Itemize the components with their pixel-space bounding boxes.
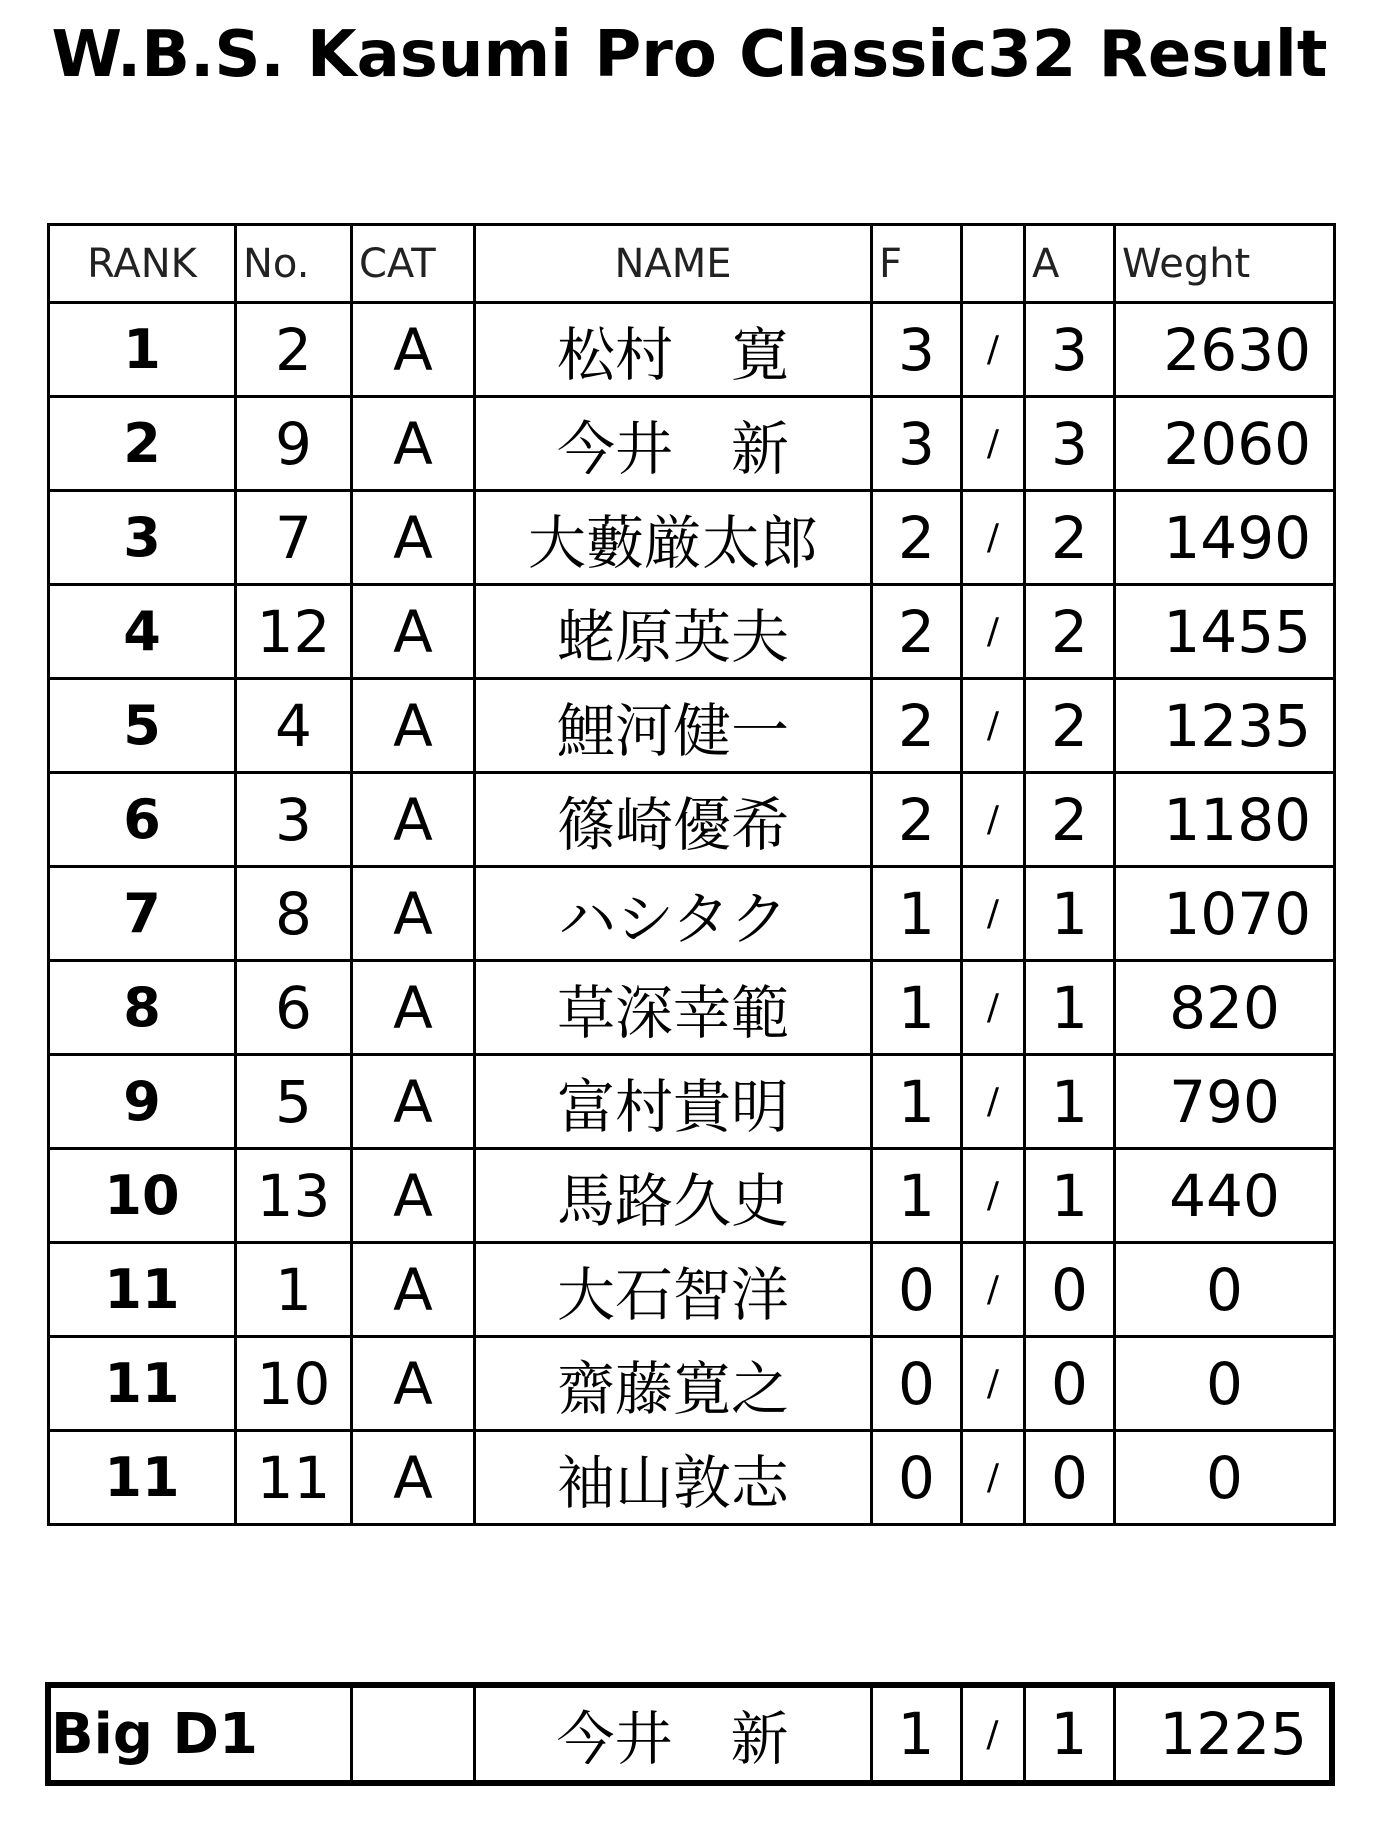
page-title: W.B.S. Kasumi Pro Classic32 Result [51, 18, 1328, 92]
cell-name: 大石智洋 [475, 1243, 872, 1337]
cell-alive-count: 0 [1025, 1243, 1115, 1337]
table-row [49, 585, 1335, 679]
cell-cat: A [352, 1149, 475, 1243]
cell-weight: 2630 [1115, 303, 1335, 397]
cell-no: 5 [236, 1055, 352, 1149]
big-fish-empty-cell [351, 1685, 474, 1783]
cell-alive-count: 3 [1025, 397, 1115, 491]
cell-cat: A [352, 491, 475, 585]
cell-no: 7 [236, 491, 352, 585]
cell-fish-count: 2 [872, 491, 962, 585]
cell-alive-count: 1 [1025, 961, 1115, 1055]
table-row [49, 1243, 1335, 1337]
cell-name: 袖山敦志 [475, 1431, 872, 1525]
cell-rank: 5 [49, 679, 236, 773]
big-fish-weight: 1225 [1114, 1685, 1332, 1783]
cell-weight: 0 [1115, 1243, 1335, 1337]
cell-no: 11 [236, 1431, 352, 1525]
cell-alive-count: 2 [1025, 491, 1115, 585]
cell-rank: 11 [49, 1431, 236, 1525]
header-name: NAME [475, 225, 872, 303]
cell-weight: 790 [1115, 1055, 1335, 1149]
cell-weight: 1455 [1115, 585, 1335, 679]
cell-name: 大藪厳太郎 [475, 491, 872, 585]
cell-rank: 3 [49, 491, 236, 585]
cell-name: 草深幸範 [475, 961, 872, 1055]
header-f: F [872, 225, 962, 303]
table-row [49, 1149, 1335, 1243]
cell-alive-count: 2 [1025, 679, 1115, 773]
cell-cat: A [352, 303, 475, 397]
cell-slash: / [962, 1055, 1025, 1149]
header-rank: RANK [49, 225, 236, 303]
cell-no: 6 [236, 961, 352, 1055]
cell-name: 富村貴明 [475, 1055, 872, 1149]
table-row [49, 773, 1335, 867]
cell-rank: 10 [49, 1149, 236, 1243]
cell-rank: 6 [49, 773, 236, 867]
big-fish-f: 1 [871, 1685, 961, 1783]
cell-slash: / [962, 679, 1025, 773]
cell-cat: A [352, 867, 475, 961]
cell-fish-count: 2 [872, 773, 962, 867]
cell-slash: / [962, 585, 1025, 679]
cell-fish-count: 0 [872, 1431, 962, 1525]
cell-slash: / [962, 961, 1025, 1055]
header-slash [962, 225, 1025, 303]
cell-rank: 11 [49, 1243, 236, 1337]
cell-no: 3 [236, 773, 352, 867]
cell-rank: 9 [49, 1055, 236, 1149]
cell-no: 8 [236, 867, 352, 961]
cell-name: 篠崎優希 [475, 773, 872, 867]
cell-fish-count: 1 [872, 1055, 962, 1149]
cell-cat: A [352, 1243, 475, 1337]
cell-cat: A [352, 773, 475, 867]
cell-alive-count: 2 [1025, 585, 1115, 679]
cell-cat: A [352, 1431, 475, 1525]
cell-name: 今井 新 [475, 397, 872, 491]
header-weight: Weght [1115, 225, 1335, 303]
table-row [49, 961, 1335, 1055]
cell-no: 12 [236, 585, 352, 679]
cell-cat: A [352, 1337, 475, 1431]
table-row [49, 679, 1335, 773]
cell-no: 10 [236, 1337, 352, 1431]
cell-slash: / [962, 303, 1025, 397]
cell-name: 松村 寛 [475, 303, 872, 397]
cell-rank: 7 [49, 867, 236, 961]
table-row [49, 303, 1335, 397]
table-row [49, 397, 1335, 491]
cell-weight: 0 [1115, 1431, 1335, 1525]
cell-weight: 1235 [1115, 679, 1335, 773]
cell-slash: / [962, 1337, 1025, 1431]
big-fish-table [45, 1682, 1335, 1786]
table-row [49, 1431, 1335, 1525]
cell-cat: A [352, 961, 475, 1055]
cell-slash: / [962, 1149, 1025, 1243]
cell-name: 齋藤寛之 [475, 1337, 872, 1431]
table-row [49, 1055, 1335, 1149]
cell-slash: / [962, 1243, 1025, 1337]
cell-fish-count: 1 [872, 867, 962, 961]
header-row [49, 225, 1335, 303]
big-fish-slash: / [961, 1685, 1024, 1783]
cell-cat: A [352, 397, 475, 491]
cell-name: 蛯原英夫 [475, 585, 872, 679]
cell-no: 9 [236, 397, 352, 491]
cell-fish-count: 2 [872, 585, 962, 679]
table-row [49, 491, 1335, 585]
cell-weight: 0 [1115, 1337, 1335, 1431]
cell-cat: A [352, 585, 475, 679]
cell-weight: 2060 [1115, 397, 1335, 491]
cell-rank: 1 [49, 303, 236, 397]
results-body [49, 303, 1335, 1525]
cell-weight: 1180 [1115, 773, 1335, 867]
cell-fish-count: 2 [872, 679, 962, 773]
table-row [49, 867, 1335, 961]
cell-rank: 11 [49, 1337, 236, 1431]
cell-no: 13 [236, 1149, 352, 1243]
cell-rank: 2 [49, 397, 236, 491]
cell-fish-count: 0 [872, 1243, 962, 1337]
cell-fish-count: 3 [872, 397, 962, 491]
big-fish-name: 今井 新 [474, 1685, 871, 1783]
cell-fish-count: 0 [872, 1337, 962, 1431]
cell-weight: 1490 [1115, 491, 1335, 585]
cell-slash: / [962, 773, 1025, 867]
cell-alive-count: 0 [1025, 1431, 1115, 1525]
cell-fish-count: 3 [872, 303, 962, 397]
header-no: No. [236, 225, 352, 303]
cell-rank: 4 [49, 585, 236, 679]
cell-name: ハシタク [475, 867, 872, 961]
cell-cat: A [352, 1055, 475, 1149]
cell-weight: 820 [1115, 961, 1335, 1055]
cell-weight: 1070 [1115, 867, 1335, 961]
results-table [47, 223, 1336, 1526]
cell-alive-count: 2 [1025, 773, 1115, 867]
big-fish-label: Big D1 [48, 1685, 351, 1783]
cell-alive-count: 1 [1025, 1149, 1115, 1243]
cell-cat: A [352, 679, 475, 773]
header-cat: CAT [352, 225, 475, 303]
cell-alive-count: 1 [1025, 867, 1115, 961]
cell-no: 2 [236, 303, 352, 397]
cell-alive-count: 1 [1025, 1055, 1115, 1149]
cell-rank: 8 [49, 961, 236, 1055]
cell-slash: / [962, 1431, 1025, 1525]
cell-slash: / [962, 491, 1025, 585]
cell-fish-count: 1 [872, 961, 962, 1055]
cell-name: 馬路久史 [475, 1149, 872, 1243]
cell-weight: 440 [1115, 1149, 1335, 1243]
header-a: A [1025, 225, 1115, 303]
cell-fish-count: 1 [872, 1149, 962, 1243]
big-fish-a: 1 [1024, 1685, 1114, 1783]
big-fish-row [48, 1685, 1332, 1783]
cell-alive-count: 0 [1025, 1337, 1115, 1431]
cell-no: 4 [236, 679, 352, 773]
cell-no: 1 [236, 1243, 352, 1337]
cell-name: 鯉河健一 [475, 679, 872, 773]
cell-slash: / [962, 397, 1025, 491]
cell-slash: / [962, 867, 1025, 961]
table-row [49, 1337, 1335, 1431]
cell-alive-count: 3 [1025, 303, 1115, 397]
